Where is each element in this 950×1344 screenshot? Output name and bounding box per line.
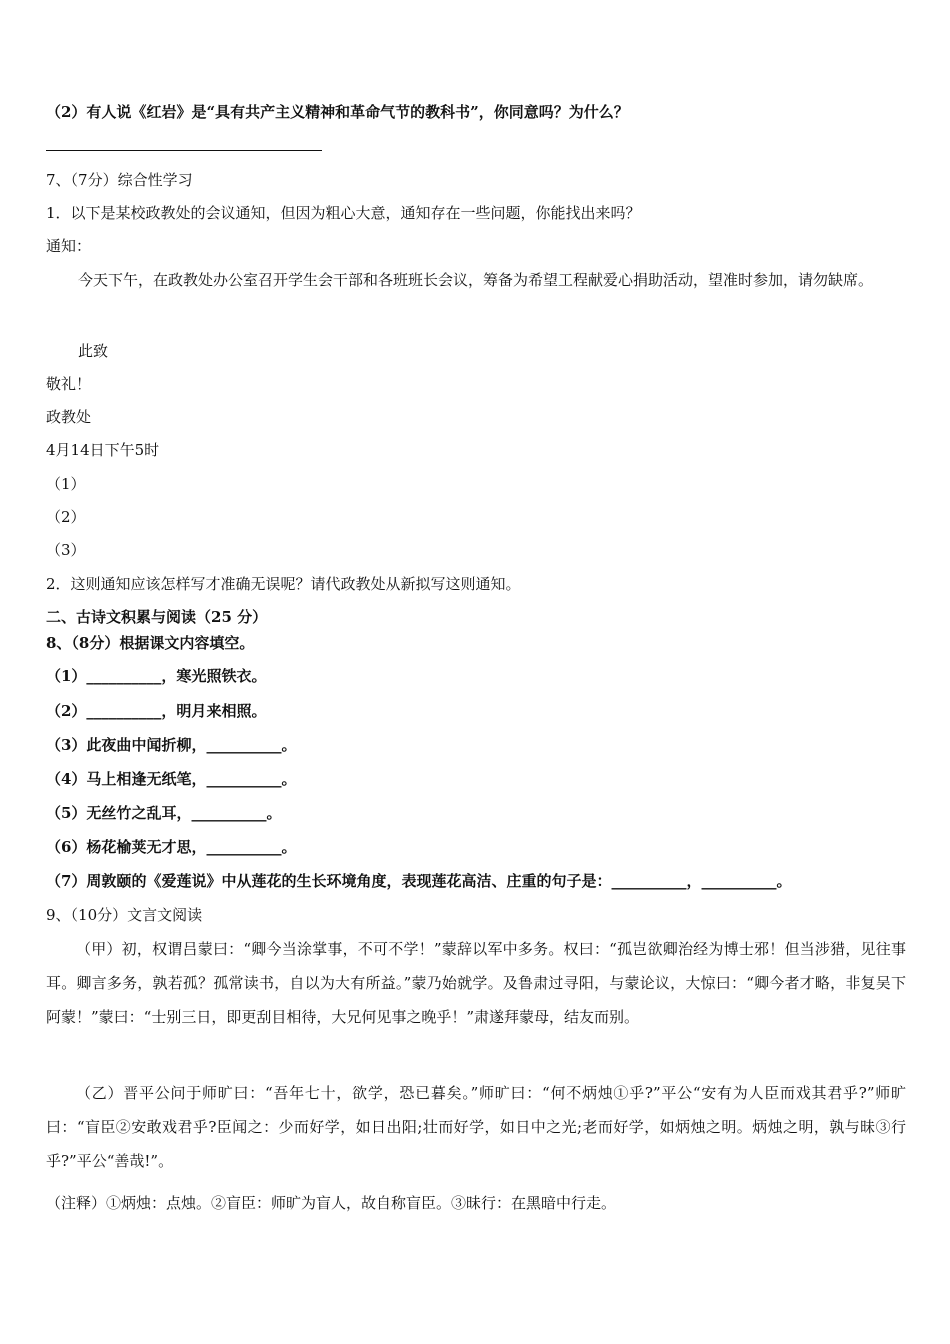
notice-date: 4月14日下午5时	[46, 441, 160, 459]
question-6-2: （2）有人说《红岩》是“具有共产主义精神和革命气节的教科书”，你同意吗？为什么？	[46, 103, 629, 121]
question-8-item-5: （5）无丝竹之乱耳，__________。	[46, 804, 282, 822]
passage-jia: （甲）初，权谓吕蒙曰：“卿今当涂掌事，不可不学！”蒙辞以军中多务。权曰：“孤岂欲卿治经为博士邪！但当涉猎，见往事耳。卿言多务，孰若孤？孤常读书，自以为大有所益。”蒙乃始就学。及鲁肃过寻阳，与蒙论议，大惊曰：“卿今者才略，非复吴下阿蒙！”蒙曰：“士别三日，即更刮目相待，大兄何见事之晚乎！”肃遂拜蒙母，结友而别。	[46, 940, 906, 1026]
section-2-heading: 二、古诗文积累与阅读（25 分）	[46, 608, 268, 626]
question-8-item-2: （2）__________，明月来相照。	[46, 702, 267, 720]
passage-yi: （乙）晋平公问于师旷曰：“吾年七十，欲学，恐已暮矣。”师旷曰：“何不炳烛①乎?”平公“安有为人臣而戏其君乎?”师旷曰：“盲臣②安敢戏君乎?臣闻之：少而好学，如日出阳;壮而好学，如日中之光;老而好学，如炳烛之明。炳烛之明，孰与昧③行乎?”平公“善哉!”。	[46, 1084, 906, 1170]
question-9-header: 9、（10分）文言文阅读	[46, 906, 203, 924]
question-8-item-4: （4）马上相逢无纸笔，__________。	[46, 770, 297, 788]
answer-line	[46, 150, 322, 151]
question-8-item-7: （7）周敦颐的《爱莲说》中从莲花的生长环境角度，表现莲花高洁、庄重的句子是：__________，__________。	[46, 872, 792, 890]
notice-closing-1: 此致	[78, 342, 109, 360]
question-8-header: 8、（8分）根据课文内容填空。	[46, 634, 255, 652]
question-8-item-6: （6）杨花榆荚无才思，__________。	[46, 838, 297, 856]
answer-blank-3: （3）	[46, 541, 86, 559]
annotation-note: （注释）①炳烛：点烛。②盲臣：师旷为盲人，故自称盲臣。③昧行：在黑暗中行走。	[46, 1194, 617, 1212]
notice-body: 今天下午，在政教处办公室召开学生会干部和各班班长会议，筹备为希望工程献爱心捐助活动，望准时参加，请勿缺席。	[78, 271, 874, 289]
question-8-item-1: （1）__________，寒光照铁衣。	[46, 667, 267, 685]
answer-blank-1: （1）	[46, 475, 86, 493]
notice-closing-2: 敬礼！	[46, 375, 92, 393]
question-7-header: 7、（7分）综合性学习	[46, 171, 193, 189]
question-7-part-2: 2．这则通知应该怎样写才准确无误呢？请代政教处从新拟写这则通知。	[46, 575, 521, 593]
notice-title: 通知：	[46, 237, 92, 255]
question-7-part-1: 1．以下是某校政教处的会议通知，但因为粗心大意，通知存在一些问题，你能找出来吗？	[46, 204, 641, 222]
question-8-item-3: （3）此夜曲中闻折柳，__________。	[46, 736, 297, 754]
notice-sender: 政教处	[46, 408, 92, 426]
answer-blank-2: （2）	[46, 508, 86, 526]
